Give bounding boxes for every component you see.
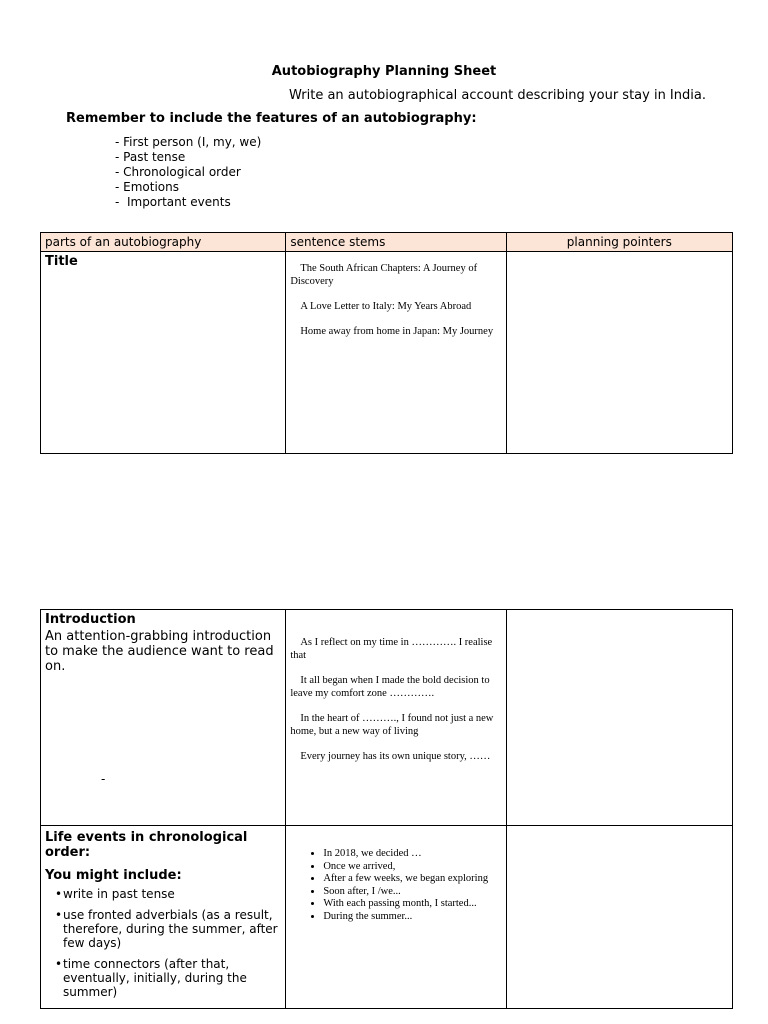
sentence-stem: • In 2018, we decided … <box>323 848 505 861</box>
feature-item: - Emotions <box>115 180 179 194</box>
sentence-stem: • During the summer... <box>323 911 505 924</box>
table-header-row <box>41 233 733 252</box>
title-planning-cell[interactable] <box>506 252 732 454</box>
intro-planning-cell[interactable] <box>506 610 732 826</box>
intro-stems-cell <box>286 610 506 826</box>
sentence-stem: As I reflect on my time in …………. I realise that <box>290 637 493 661</box>
sentence-stem: • After a few weeks, we began exploring <box>323 873 505 886</box>
task-instruction: Write an autobiographical account describing your stay in India. <box>289 88 706 103</box>
might-include-label: You might include: <box>45 868 182 883</box>
tip-item: • write in past tense <box>57 887 281 901</box>
table-row-title <box>41 252 733 454</box>
title-stems-cell <box>286 252 506 454</box>
tip-item: • time connectors (after that, eventually, initially, during the summer) <box>57 957 281 999</box>
table-row-introduction <box>41 610 733 826</box>
planning-table-body <box>40 609 733 1009</box>
sentence-stem: The South African Chapters: A Journey of Discovery <box>290 263 478 287</box>
intro-stems <box>286 610 505 763</box>
header-planning-pointers: planning pointers <box>506 233 732 252</box>
events-part-cell <box>41 826 286 1009</box>
sentence-stem: • Once we arrived, <box>323 861 505 874</box>
sentence-stem: A Love Letter to Italy: My Years Abroad <box>300 301 472 312</box>
features-reminder: Remember to include the features of an autobiography: <box>66 111 477 126</box>
header-parts: parts of an autobiography <box>41 233 286 252</box>
feature-item: - First person (I, my, we) <box>115 135 262 149</box>
intro-part-cell <box>41 610 286 826</box>
events-label: Life events in chronological order: <box>45 830 248 860</box>
table-row-life-events <box>41 826 733 1009</box>
title-part-cell <box>41 252 286 454</box>
features-list <box>115 135 261 210</box>
feature-item: - Chronological order <box>115 165 241 179</box>
sentence-stem: In the heart of ………., I found not just a new home, but a new way of living <box>290 713 494 737</box>
events-tips-list <box>41 887 285 999</box>
planning-table-title <box>40 232 733 454</box>
page-title: Autobiography Planning Sheet <box>271 64 497 79</box>
header-sentence-stems: sentence stems <box>286 233 506 252</box>
events-planning-cell[interactable] <box>506 826 732 1009</box>
sentence-stem: Every journey has its own unique story, …… <box>300 751 491 762</box>
intro-label: Introduction <box>45 612 136 627</box>
intro-description: An attention-grabbing introduction to make the audience want to read on. <box>45 629 274 674</box>
sentence-stem: Home away from home in Japan: My Journey <box>300 326 494 337</box>
title-stems <box>286 252 505 338</box>
sentence-stem: • With each passing month, I started... <box>323 898 505 911</box>
title-label: Title <box>45 254 78 269</box>
sentence-stem: It all began when I made the bold decision to leave my comfort zone …………. <box>290 675 490 699</box>
feature-item: - Past tense <box>115 150 186 164</box>
tip-item: • use fronted adverbials (as a result, therefore, during the summer, after few days) <box>57 908 281 950</box>
feature-item: - Important events <box>115 195 231 209</box>
sentence-stem: • Soon after, I /we... <box>323 886 505 899</box>
events-stems-cell <box>286 826 506 1009</box>
events-stems <box>286 848 505 923</box>
intro-dash: - <box>101 772 106 786</box>
